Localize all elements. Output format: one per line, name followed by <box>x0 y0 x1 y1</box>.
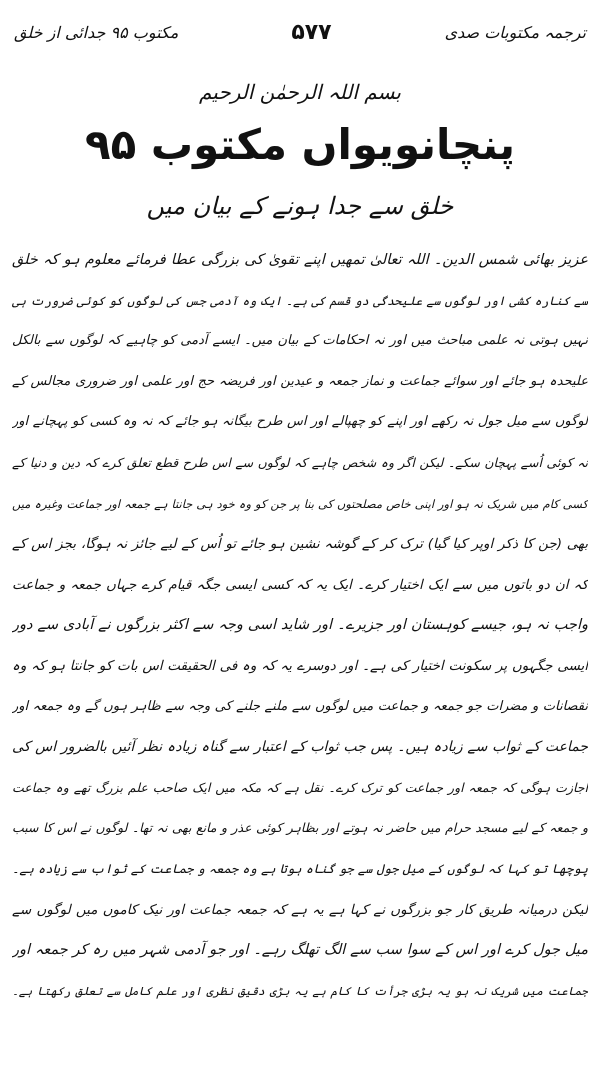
body-line: نہ کوئی اُسے پہچان سکے۔ لیکن اگر وہ شخص چاہے کہ لوگوں سے اس طرح قطع تعلق کرے کہ دین و دنیا کے <box>12 454 588 470</box>
body-line: و جمعہ کے لیے مسجد حرام میں حاضر نہ ہوتے اور بظاہر کوئی عذر و مانع بھی نہ تھا۔ لوگوں نے اس کا سبب <box>12 820 588 836</box>
body-line: اجازت ہوگی کہ جمعہ اور جماعت کو ترک کرے۔ نقل ہے کہ مکہ میں ایک صاحب علم بزرگ تھے وہ جماعت <box>12 779 588 795</box>
body-line: واجب نہ ہو، جیسے کوہستان اور جزیرے۔ اور شاید اسی وجہ سے اکثر بزرگوں نے آبادی سے دور <box>12 617 588 634</box>
page-number: ۵۷۷ <box>291 19 332 45</box>
body-line: پوچھا تو کہا کہ لوگوں کے میل جول سے جو گناہ ہوتا ہے وہ جمعہ و جماعت کے ثواب سے زیادہ ہے۔ <box>12 860 588 876</box>
body-line: لیکن درمیانہ طریق کار جو بزرگوں نے کہا ہے یہ ہے کہ جمعہ جماعت اور نیک کاموں میں لوگوں سے <box>12 901 588 918</box>
bismillah: بسم اللہ الرحمٰن الرحیم <box>198 80 401 104</box>
body-line: کہ ان دو باتوں میں سے ایک اختیار کرے۔ ایک یہ کہ کسی ایسی جگہ قیام کرے جہاں جمعہ و جماعت <box>12 576 588 593</box>
body-line: جماعت میں شریک نہ ہو یہ بڑی جرأت کا کام ہے یہ بڑی دقیق نظری اور علم کامل سے تعلق رکھتا ہے۔ <box>12 983 588 998</box>
body-line: بھی (جن کا ذکر اوپر کیا گیا) ترک کر کے گوشہ نشین ہو جائے تو اُس کے لیے جائز نہ ہوگا، بجز اس کے <box>12 536 588 553</box>
body-line: جماعت کے ثواب سے زیادہ ہیں۔ پس جب ثواب کے اعتبار سے گناہ زیادہ نظر آئیں بالضرور اس کی <box>12 739 588 756</box>
body-line: لوگوں سے میل جول نہ رکھے اور اپنے کو چھپالے اور اس طرح بیگانہ ہو جائے کہ نہ وہ کسی کو پہچانے اور <box>12 414 588 430</box>
body-line: علیحدہ ہو جائے اور سوائے جماعت و نماز جمعہ و عیدین اور فریضہ حج اور علمی اور ضروری مجالس کے <box>12 373 588 389</box>
body-line: سے کنارہ کشی اور لوگوں سے علیحدگی دو قسم کی ہے۔ ایک وہ آدمی جس کی لوگوں کو کوئی ضرورت ہی <box>12 293 588 308</box>
header-book-title: ترجمہ مکتوبات صدی <box>444 22 586 42</box>
body-line: میل جول کرے اور اس کے سوا سب سے الگ تھلگ رہے۔ اور جو آدمی شہر میں رہ کر جمعہ اور <box>12 942 588 959</box>
body-text <box>12 240 588 1011</box>
body-line: ایسی جگہوں پر سکونت اختیار کی ہے۔ اور دوسرے یہ کہ وہ فی الحقیقت اس بات کو جانتا ہو کہ وہ <box>12 657 588 674</box>
body-line: نہیں ہوتی نہ علمی مباحث میں اور نہ احکامات کے بیان میں۔ ایسے آدمی کو چاہیے کہ لوگوں سے بالکل <box>12 333 588 349</box>
letter-title: پنچانویواں مکتوب ۹۵ <box>84 120 516 169</box>
letter-subtitle: خلق سے جدا ہونے کے بیان میں <box>146 192 454 220</box>
header-letter-title: مکتوب ۹۵ جدائی از خلق <box>14 22 179 42</box>
page-header <box>14 14 586 50</box>
body-line: کسی کام میں شریک نہ ہو اور اپنی خاص مصلحتوں کی بنا پر جن کو وہ خود ہی جانتا ہے جمعہ اور جماعت وغیرہ میں <box>12 496 588 511</box>
body-line: نقصانات و مضرات جو جمعہ و جماعت میں لوگوں سے ملنے جلنے کی وجہ سے ظاہر ہوں گے وہ جمعہ اور <box>12 698 588 714</box>
body-line: عزیز بھائی شمس الدین۔ اللہ تعالیٰ تمھیں اپنے تقویٰ کی بزرگی عطا فرمائے معلوم ہو کہ خلق <box>12 252 588 268</box>
